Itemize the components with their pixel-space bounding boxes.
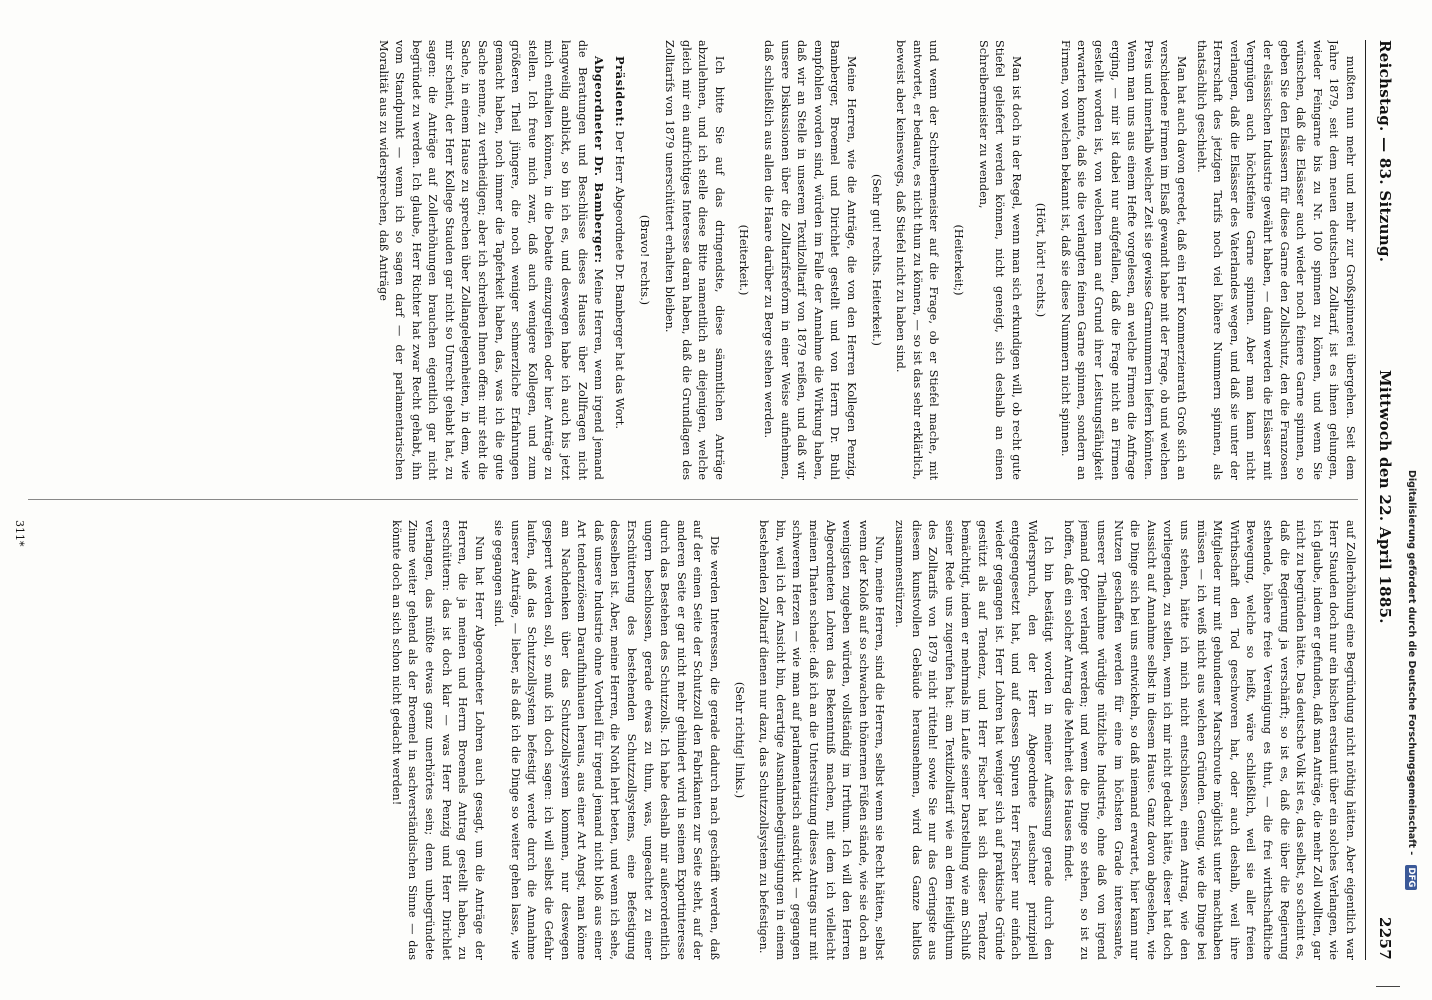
signature-mark: 311*	[13, 520, 26, 547]
dfg-logo: DFG	[1405, 865, 1417, 891]
header-session: Reichstag. — 83. Sitzung.	[1376, 40, 1394, 263]
speaker-paragraph	[374, 40, 607, 480]
body-paragraph: Nun hat Herr Abgeordneter Lohren auch gesagt, um die Anträge der Herren, die ja meinen und Herrn Broemels Antrag gestellt haben, zu erschüttern: das ist doch klar — was Herr Penzig und Herr Dirichlet verlangen, das müßte etwas ganz unerhörtes sein; denn unbegründete Zinne weiter gehend als der Broemel in sachverständischen Sinne — das könnte doch an sich schon nicht gedacht werden!	[389, 520, 486, 960]
body-paragraph: Man ist doch in der Regel, wenn man sich erkundigen will, ob recht gute Stiefel geliefert werden können, nicht geneigt, sich deshalb an einen Schreibermeister zu wenden,	[976, 40, 1023, 480]
header-date: Mittwoch den 22. April 1885.	[1376, 370, 1394, 624]
interjection: (Hört, hört! rechts.)	[1034, 202, 1048, 318]
body-paragraph: Man hat auch davon geredet, daß ein Herr Kommerzienrath Groß sich an verschiedene Firmen im Elsaß gewandt habe mit der Frage, ob und welchen Preis und innerhalb welcher Zeit sie gewisse Garnnummern liefern könnten. Wenn man uns aus einem Hefte vorgelesen, an welche Firmen die Anfrage erging, — mir ist dabei nur aufgefallen, daß die Frage nicht an Firmen gestellt worden ist, von welchen man auf Grund ihrer Leistungsfähigkeit erwarten konnte, daß sie die verlangten feinen Garne spinnen, sondern an Firmen, von welchen bekannt ist, daß sie diese Nummern nicht spinnen.	[1058, 40, 1189, 480]
edge-mark	[1376, 986, 1400, 987]
body-paragraph: Die werden Interessen, die gerade dadurch nach geschäfft werden, daß auf der einen Seite der Schutzzoll den Fabrikanten zur Seite steht, auf der anderen Seite er gar nicht mehr gehindert wird in seinem Exportinteresse durch das Bestehen des Schutzzolls. Ich habe deshalb mir außerordentlich ungern beschlossen, gerade etwas zu thun, was, ungeachtet zu einer Erschütterung des bestehenden Schutzzollsystems, eine Befestigung desselben ist. Aber, meine Herren, die Noth lehrt beten, und wenn ich sehe, daß unsere Industrie ohne Vortheil für irgend jemand nicht bloß aus einer Art tendenziösem Daraufhinhauen heraus, aus einer Art Angst, man könne am Nachdenken über das Schutzzollsystem kommen, nur deswegen gesperrt werden soll, so muß ich doch sagen: ich will selbst die Gefahr laufen, daß das Schutzzollsystem befestigt werde durch die Annahme unserer Anträge, — lieber, als daß ich die Dinge so weiter gehen lasse, wie sie gegangen sind.	[492, 520, 722, 960]
column-divider	[28, 499, 1358, 500]
speaker-paragraph	[610, 40, 628, 480]
interjection: (Heiterkeit;)	[951, 224, 965, 296]
interjection: (Sehr gut! rechts. Heiterkeit.)	[869, 174, 883, 346]
interjection: (Heiterkeit.)	[737, 224, 751, 296]
footer-credit	[1404, 470, 1418, 990]
speaker-name: Präsident:	[612, 56, 627, 128]
speech-text: Der Herr Abgeordnete Dr. Bamberger hat das Wort.	[612, 130, 626, 429]
interjection: (Bravo! rechts.)	[638, 214, 652, 306]
interjection: (Sehr richtig! links.)	[732, 681, 746, 799]
speaker-name: Abgeordneter Dr. Bamberger:	[592, 56, 607, 264]
text-column-right	[28, 520, 1358, 960]
body-paragraph: und wenn der Schreibermeister auf die Frage, ob er Stiefel mache, mit antwortet, er bedaure, es nicht thun zu können, — so ist das sehr erklärlich, beweist aber keineswegs, daß Stiefel nicht zu haben sind.	[894, 40, 941, 480]
body-paragraph: mußten nun mehr und mehr zur Großspinnerei übergehen. Seit dem Jahre 1879, seit dem neuen deutschen Zolltarif, ist es ihnen gelungen, wieder Feingarne bis zu Nr. 100 spinnen zu können, und wenn Sie wünschen, daß die Elsässer auch wieder noch feinere Garne spinnen, so geben Sie den Elsässern für diese Garne den Zollschutz, den die Franzosen der elsässischen Industrie gewährt haben, — dann werden die Elsässer mit Vergnügen auch höchstfeine Garne spinnen. Aber man kann nicht verlangen, daß die Elsässer des Vaterlandes wegen, und daß sie unter der Herrschaft des jetzigen Tarifs noch viel höhere Nummern spinnen, als thatsächlich geschieht.	[1194, 40, 1357, 480]
body-paragraph: Ich bitte Sie auf das dringendste, diese sämmtlichen Anträge abzulehnen, und ich stelle diese Bitte namentlich an diejenigen, welche gleich mir ein aufrichtiges Interesse daran haben, daß die Grundlagen des Zolltarifs von 1879 unerschüttert erhalten bleiben.	[663, 40, 726, 480]
page-number: 2257	[1376, 917, 1394, 960]
page-header	[1370, 40, 1394, 960]
body-paragraph: Nun, meine Herren, sind die Herren, selbst wenn sie Recht hätten, selbst wenn der Koloß auf so schwachen thönernen Füßen stände, wie sie doch an wenigsten zugeben würden, vollständig im Irrthum. Ich will den Herren Abgeordneten Lohren das Bekenntniß machen, mit dem ich vielleicht meinen Thaten schade: daß ich an die Unterstützung dieses Antrags nur mit schwerem Herzen — wie man auf parlamentarisch ausdrückt — gegangen bin, weil ich der Ansicht bin, derartige Ausnahmebegünstigungen in einem bestehenden Zolltarif dienen nur dazu, das Schutzzollsystem zu befestigen.	[757, 520, 887, 960]
body-paragraph: Ich bin bestätigt worden in meiner Auffassung gerade durch den Widerspruch, den der Herr Abgeordnete Leuschner prinzipiell entgegengesetzt hat, und auf dessen Spuren Herr Fischer nur einfach wieder gegangen ist. Herr Lohren hat weniger sich auf praktische Gründe gestützt als auf Tendenz, und Herr Fischer hat sich dieser Tendenz bemächtigt, indem er mehrmals im Laufe seiner Darstellung wie am Schluß seiner Rede uns zugerufen hat: am Textilzolltarif wie an dem Heiligthum des Zolltarifs von 1879 nicht rütteln! sowie Sie nur das Geringste aus diesem kunstvollen Gebäude herausnehmen, wird das Ganze haltlos zusammenstürzen.	[892, 520, 1056, 960]
speech-text: Meine Herren, wenn irgend jemand die Beratungen und Beschlüsse dieses Hauses über Zollfragen nicht langweilig anblickt, so bin ich es, und deswegen habe ich auch bis jetzt mich enthalten können, in die Debatte einzugreifen oder hier Anträge zu stellen. Ich freue mich zwar, daß auch wenigere Kollegen, und zum größeren Theil jüngere, die noch weniger schmerzliche Erfahrungen gemacht haben, noch immer die Tapferkeit haben, das, was ich die gute Sache nenne, zu vertheidigen; aber ich schreiben Ihnen offen: mir steht die Sache, in einem Hause zu sprechen über Zollangelegenheiten, in dem, wie mir scheint, der Herr Kollege Stauden gar nicht so Unrecht gehabt hat, zu sagen: die Anträge auf Zollerhöhungen brauchen eigentlich gar nicht begründet zu werden. Ich glaube, Herr Richter hat zwar Recht gehabt, ihn vom Standpunkt — wenn ich so sagen darf — der parlamentarischen Moralität aus zu widersprechen, daß Anträge	[376, 40, 606, 480]
text-column-left	[28, 40, 1358, 480]
body-paragraph: Meine Herren, wie die Anträge, die von den Herren Kollegen Penzig, Bamberger, Broemel und Dirichlet gestellt und von Herrn Dr. Buhl empfohlen worden sind, würden im Falle der Annahme die Wirkung haben, daß wir an Stelle in unserem Textilzolltarif von 1879 reißen, und daß wir unsere Diskussionen über die Zolltarifsreform in einer Weise aufnehmen, daß schließlich aus allen die Haare darüber zu Berge stehen werden.	[762, 40, 858, 480]
body-paragraph: auf Zollerhöhung eine Begründung nicht nöthig hätten. Aber eigentlich war Herr Stauden doch nur ein bischen erstaunt über ein solches Verlangen, wie ich glaube, indem er gefunden, daß man Anträge, die mehr Zoll wollten, gar nicht zu begründen hätte. Das deutsche Volk ist es, das selbst, so scheint es, daß die Regierung ja verschärft; so ist es, daß die über die Regierung stehende, höhere freie Vereinigung es thut, — die frei wirthschaftliche Bewegung, welche so heißt, wäre schließlich, weil sie aller freien Wirthschaft den Tod geschworen hat, oder auch deshalb, weil ihre Mitglieder nur mit gebundener Marschroute möglichst unter machthaben müssen — ich weiß nicht aus welchen Gründen. Genug, wie die Dinge bei uns stehen, hätte ich mich nicht entschlossen, einen Antrag, wie den vorliegenden, zu stellen, wenn ich mir nicht gedacht hätte, dieser hat doch Aussicht auf Annahme selbst in diesem Hause. Ganz davon abgesehen, wie die Dinge sich bei uns entwickeln, so daß niemand erwartet, hier kann nur Nutzen geschaffen werden für eine im höchsten Grade interessante, unserer Theilnahme würdige nützliche Industrie, ohne daß von irgend jemand Opfer verlangt werden; und wenn die Dinge so stehen, so ist zu hoffen, daß ein solcher Antrag die Mehrheit des Hauses findet.	[1061, 520, 1357, 960]
footer-credit-text: Digitalisierung gefördert durch die Deutsche Forschungsgemeinschaft -	[1406, 470, 1417, 856]
header-rule	[1365, 40, 1366, 960]
